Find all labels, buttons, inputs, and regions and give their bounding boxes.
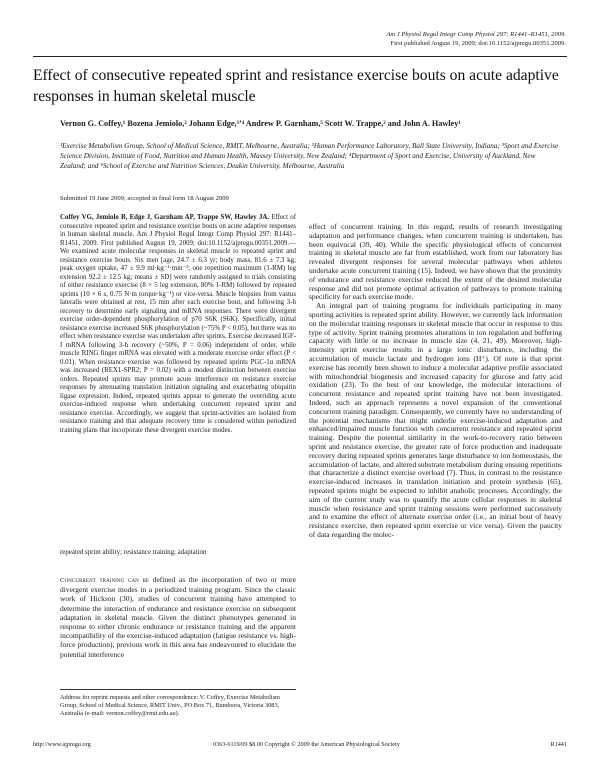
submission-dates: Submitted 19 June 2009; accepted in final form 18 August 2009 bbox=[60, 195, 229, 202]
abstract-body: Effect of consecutive repeated sprint and resistance exercise bouts on acute adaptive responses in human skeletal muscle. Am J Physiol Regul Integr Comp Physiol 297: R1441–R1451, 2009. First published August 19, 2009; doi:10.1152/ajpregu.00351.2009.—We examined acute molecular responses in skeletal muscle to repeated sprint and resistance exercise bouts. Six men [age, 24.7 ± 6.3 yr; body mass, 81.6 ± 7.3 kg; peak oxygen uptake, 47 ± 9.9 ml·kg⁻¹·min⁻¹; one repetition maximum (1-RM) leg extension 92.2 ± 12.5 kg; means ± SD] were randomly assigned to trials consisting of either resistance exercise (8 × 5 leg extension, 80% 1-RM) followed by repeated sprints (10 × 6 s, 0.75 N·m torque·kg⁻¹) or vice-versa. Muscle biopsies from vastus lateralis were obtained at rest, 15 min after each exercise bout, and following 3-h recovery to determine early signaling and mRNA responses. There were divergent exercise order-dependent phosphorylation of p70 S6K (S6K). Specifically, initial resistance exercise increased S6K phosphorylation (~75% P < 0.05), but there was no effect when resistance exercise was undertaken after sprints. Exercise decreased IGF-I mRNA following 3-h recovery (~50%, P = 0.06) independent of order, while muscle RING finger mRNA was elevated with a moderate exercise order effect (P < 0.01). When resistance exercise was followed by repeated sprints PGC-1α mRNA was increased (REX1-SPR2; P = 0.02) with a modest distinction between exercise orders. Repeated sprints may promote acute interference on resistance exercise responses by attenuating translation initiation signaling and exacerbating ubiquitin ligase expression. Indeed, repeated sprints appear to generate the overriding acute exercise-induced response when undertaking concurrent repeated sprint and resistance exercise. Accordingly, we suggest that sprint-activities are isolated from resistance training and that adequate recovery time is considered within periodized training plans that incorporate these divergent exercise modes. bbox=[60, 214, 296, 434]
page-number: R1441 bbox=[550, 741, 567, 748]
author-list: Vernon G. Coffey,¹ Bozena Jemiolo,² Johann Edge,³ʼ⁴ Andrew P. Garnham,⁵ Scott W. Trappe,² and John A. Hawley¹ bbox=[60, 119, 461, 128]
right-column bbox=[309, 223, 562, 540]
body-paragraph: effect of concurrent training. In this regard, results of research investigating adaptation and performance changes, when concurrent training is undertaken, has been equivocal (39, 40). While the specific physiological effects of concurrent training in skeletal muscle are far from established, work from our laboratory has revealed divergent responses for several molecular pathways when athletes undertake acute concurrent training (15). Indeed, we have shown that the proximity of endurance and resistance exercise reduced the extent of the desired molecular response and did not promote optimal activation of pathways to promote training specificity for each exercise mode. bbox=[309, 222, 562, 302]
abstract bbox=[60, 214, 296, 435]
body-paragraph: An integral part of training programs for individuals participating in many sporting activities is repeated sprint ability. However, we currently lack information on the molecular training responses in skeletal muscle that occur in response to this type of activity. Sprint training promotes alterations in ion regulation and buffering capacity with little or no increase in muscle size (4, 21, 49). Moreover, high-intensity sprint exercise results in a large ionic disturbance, including the accumulation of muscle lactate and hydrogen ions (H⁺). Of note is that sprint exercise has recently been shown to induce a molecular adaptive profile associated with mitochondrial biogenesis and increased capacity for glucose and fatty acid oxidation (23). To the best of our knowledge, the molecular interactions of concurrent resistance and repeated sprint training have not been investigated. Indeed, such an approach represents a novel expansion of the conventional concurrent training paradigm. Consequently, we currently have no understanding of the potential mechanisms that might underlie exercise-induced adaptation and enhanced/impaired muscle function with concurrent resistance and repeated sprint training. Despite the potential similarity in the work-to-recovery ratio between sprint and resistance exercise, the greater rate of force production and inadequate recovery during repeated sprints generates large disturbance to ion homeostasis, the accumulation of lactate, and altered substrate metabolism during ensuing repetitions that characterize a distinct exercise overload (7). Thus, in contrast to the resistance exercise-induced increases in translation initiation and protein synthesis (65), repeated sprints might be expected to inhibit anabolic processes. Accordingly, the aim of the current study was to quantify the acute cellular responses in skeletal muscle when resistance and sprint training sessions were performed successively and to examine the effect of alternate exercise order (i.e., an initial bout of heavy resistance exercise, then repeated sprint exercise or vice versa). Given the paucity of data regarding the molec- bbox=[309, 301, 562, 539]
journal-citation: Am J Physiol Regul Integr Comp Physiol 297: R1441–R1451, 2009. bbox=[386, 31, 566, 38]
header-rule bbox=[33, 56, 567, 57]
journal-header bbox=[386, 30, 566, 48]
copyright-notice: 0363-6119/09 $8.00 Copyright © 2009 the American Physiological Society bbox=[213, 741, 400, 748]
affiliations: ¹Exercise Metabolism Group, School of Medical Science, RMIT, Melbourne, Australia; ²Human Performance Laboratory, Ball State University, Indiana; ³Sport and Exercise Science Division, Institute of Food, Nutrition and Human Health, Massey University, New Zealand; ⁴Department of Sport and Exercise, University of Auckland, New Zealand; and ⁵School of Exercise and Nutrition Sciences, Deakin University, Melbourne, Australia bbox=[60, 142, 559, 171]
journal-url-link[interactable]: http://www.ajpregu.org bbox=[33, 741, 91, 748]
correspondence-footnote: Address for reprint requests and other correspondence: V. Coffey, Exercise Metabolism Group, School of Medical Science, RMIT Univ., PO Box 71, Bundoora, Victoria 3083, Australia (e-mail: vernon.coffey@rmit.edu.au). bbox=[60, 694, 280, 717]
first-published-line: First published August 19, 2009; doi:10.1152/ajpregu.00351.2009. bbox=[390, 40, 566, 47]
keywords: repeated sprint ability; resistance training; adaptation bbox=[60, 549, 207, 556]
intro-smallcaps-lead: Concurrent training can be bbox=[60, 577, 150, 584]
intro-text: defined as the incorporation of two or more divergent exercise modes in a periodized training program. Since the classic work of Hickson (30), studies of concurrent training have attempted to determine the interaction of endurance and resistance exercise on subsequent adaptation in skeletal muscle. Given the distinct phenotypes generated in response to either chronic endurance or resistance training and the apparent incompatibility of the exercise-induced adaptation (fatigue resistance vs. high-force production), previous work in this area has endeavoured to elucidate the potential interference bbox=[60, 575, 296, 659]
introduction-paragraph bbox=[60, 575, 296, 659]
article-title: Effect of consecutive repeated sprint and resistance exercise bouts on acute adaptive responses in human skeletal muscle bbox=[33, 67, 559, 105]
abstract-citation-lead: Coffey VG, Jemiolo B, Edge J, Garnham AP, Trappe SW, Hawley JA. bbox=[60, 214, 270, 221]
footnote-rule bbox=[60, 689, 296, 690]
